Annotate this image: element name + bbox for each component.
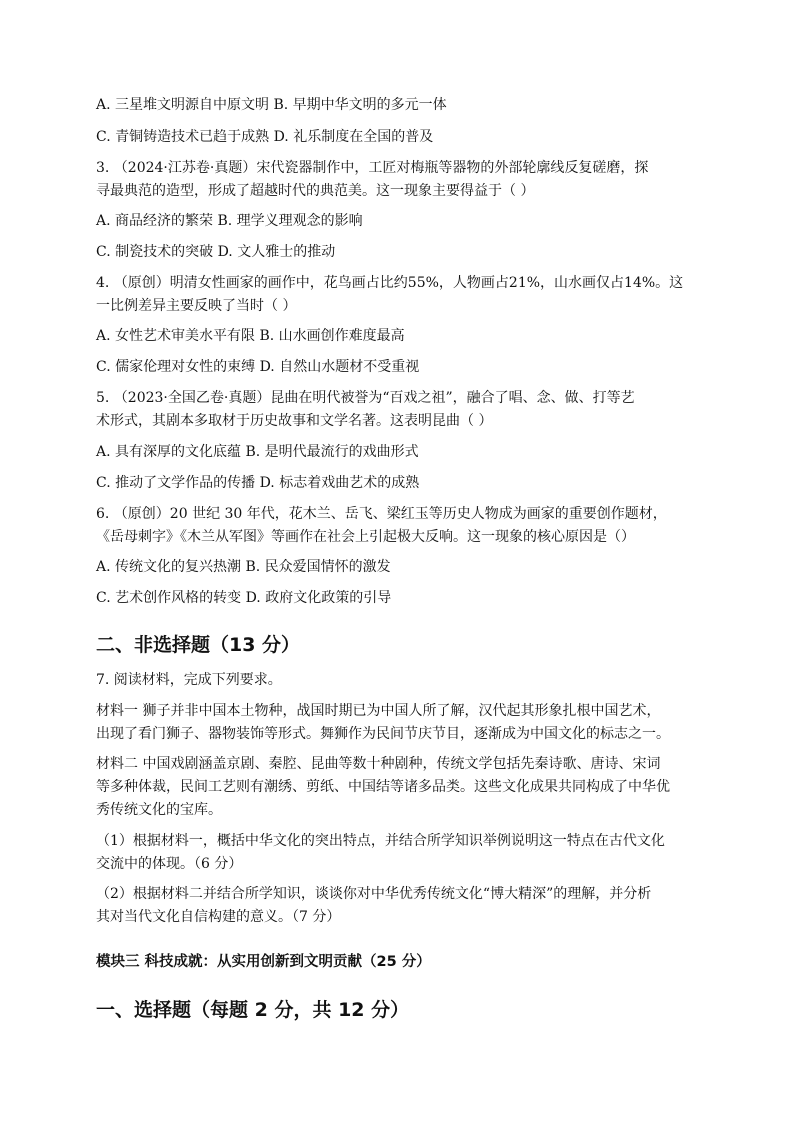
option-line: A. 具有深厚的文化底蕴 B. 是明代最流行的戏曲形式 [96, 444, 419, 460]
question-7-line: 7. 阅读材料，完成下列要求。 [96, 672, 282, 688]
material-1-line: 材料一 狮子并非中国本土物种，战国时期已为中国人所了解，汉代起其形象扎根中国艺术， [96, 703, 661, 719]
material-1-line: 出现了看门狮子、器物装饰等形式。舞狮作为民间节庆节目，逐渐成为中国文化的标志之一。 [96, 726, 670, 742]
question-3-line: 3. （2024·江苏卷·真题）宋代瓷器制作中，工匠对梅瓶等器物的外部轮廓线反复磋磨，探 [96, 160, 649, 176]
subquestion-2-line: 其对当代文化自信构建的意义。（7 分） [96, 909, 341, 925]
option-line: C. 儒家伦理对女性的束缚 D. 自然山水题材不受重视 [96, 359, 420, 375]
option-line: A. 传统文化的复兴热潮 B. 民众爱国情怀的激发 [96, 559, 391, 575]
question-5-line: 5. （2023·全国乙卷·真题）昆曲在明代被誉为“百戏之祖”，融合了唱、念、做、打等艺 [96, 390, 635, 406]
question-6-line: 6. （原创）20 世纪 30 年代，花木兰、岳飞、梁红玉等历史人物成为画家的重要创作题材， [96, 506, 667, 522]
question-3-line: 寻最典范的造型，形成了超越时代的典范美。这一现象主要得益于（ ） [96, 183, 535, 199]
section-heading: 一、选择题（每题 2 分，共 12 分） [96, 999, 410, 1021]
subquestion-1-line: 交流中的体现。（6 分） [96, 856, 243, 872]
question-4-line: 4. （原创）明清女性画家的画作中，花鸟画占比约55%，人物画占21%，山水画仅占14%。这 [96, 275, 684, 291]
material-2-line: 材料二 中国戏剧涵盖京剧、秦腔、昆曲等数十种剧种，传统文学包括先秦诗歌、唐诗、宋词 [96, 756, 661, 772]
material-2-line: 秀传统文化的宝库。 [96, 802, 222, 818]
question-4-line: 一比例差异主要反映了当时（ ） [96, 298, 297, 314]
option-line: A. 女性艺术审美水平有限 B. 山水画创作难度最高 [96, 328, 405, 344]
module-heading: 模块三 科技成就：从实用创新到文明贡献（25 分） [96, 954, 431, 970]
subquestion-1-line: （1）根据材料一，概括中华文化的突出特点，并结合所学知识举例说明这一特点在古代文化 [96, 833, 665, 849]
subquestion-2-line: （2）根据材料二并结合所学知识，谈谈你对中华优秀传统文化“博大精深”的理解，并分析 [96, 886, 652, 902]
material-2-line: 等多种体裁，民间工艺则有潮绣、剪纸、中国结等诸多品类。这些文化成果共同构成了中华优 [96, 779, 670, 795]
option-line: A. 商品经济的繁荣 B. 理学义理观念的影响 [96, 213, 363, 229]
option-line: C. 艺术创作风格的转变 D. 政府文化政策的引导 [96, 590, 392, 606]
option-line: C. 推动了文学作品的传播 D. 标志着戏曲艺术的成熟 [96, 475, 420, 491]
question-5-line: 术形式，其剧本多取材于历史故事和文学名著。这表明昆曲（ ） [96, 413, 493, 429]
question-6-line: 《岳母刺字》《木兰从军图》等画作在社会上引起极大反响。这一现象的核心原因是（） [96, 529, 635, 545]
option-line: C. 制瓷技术的突破 D. 文人雅士的推动 [96, 244, 336, 260]
option-line: C. 青铜铸造技术已趋于成熟 D. 礼乐制度在全国的普及 [96, 129, 434, 145]
section-heading: 二、非选择题（13 分） [96, 634, 301, 656]
option-line: A. 三星堆文明源自中原文明 B. 早期中华文明的多元一体 [96, 97, 447, 113]
